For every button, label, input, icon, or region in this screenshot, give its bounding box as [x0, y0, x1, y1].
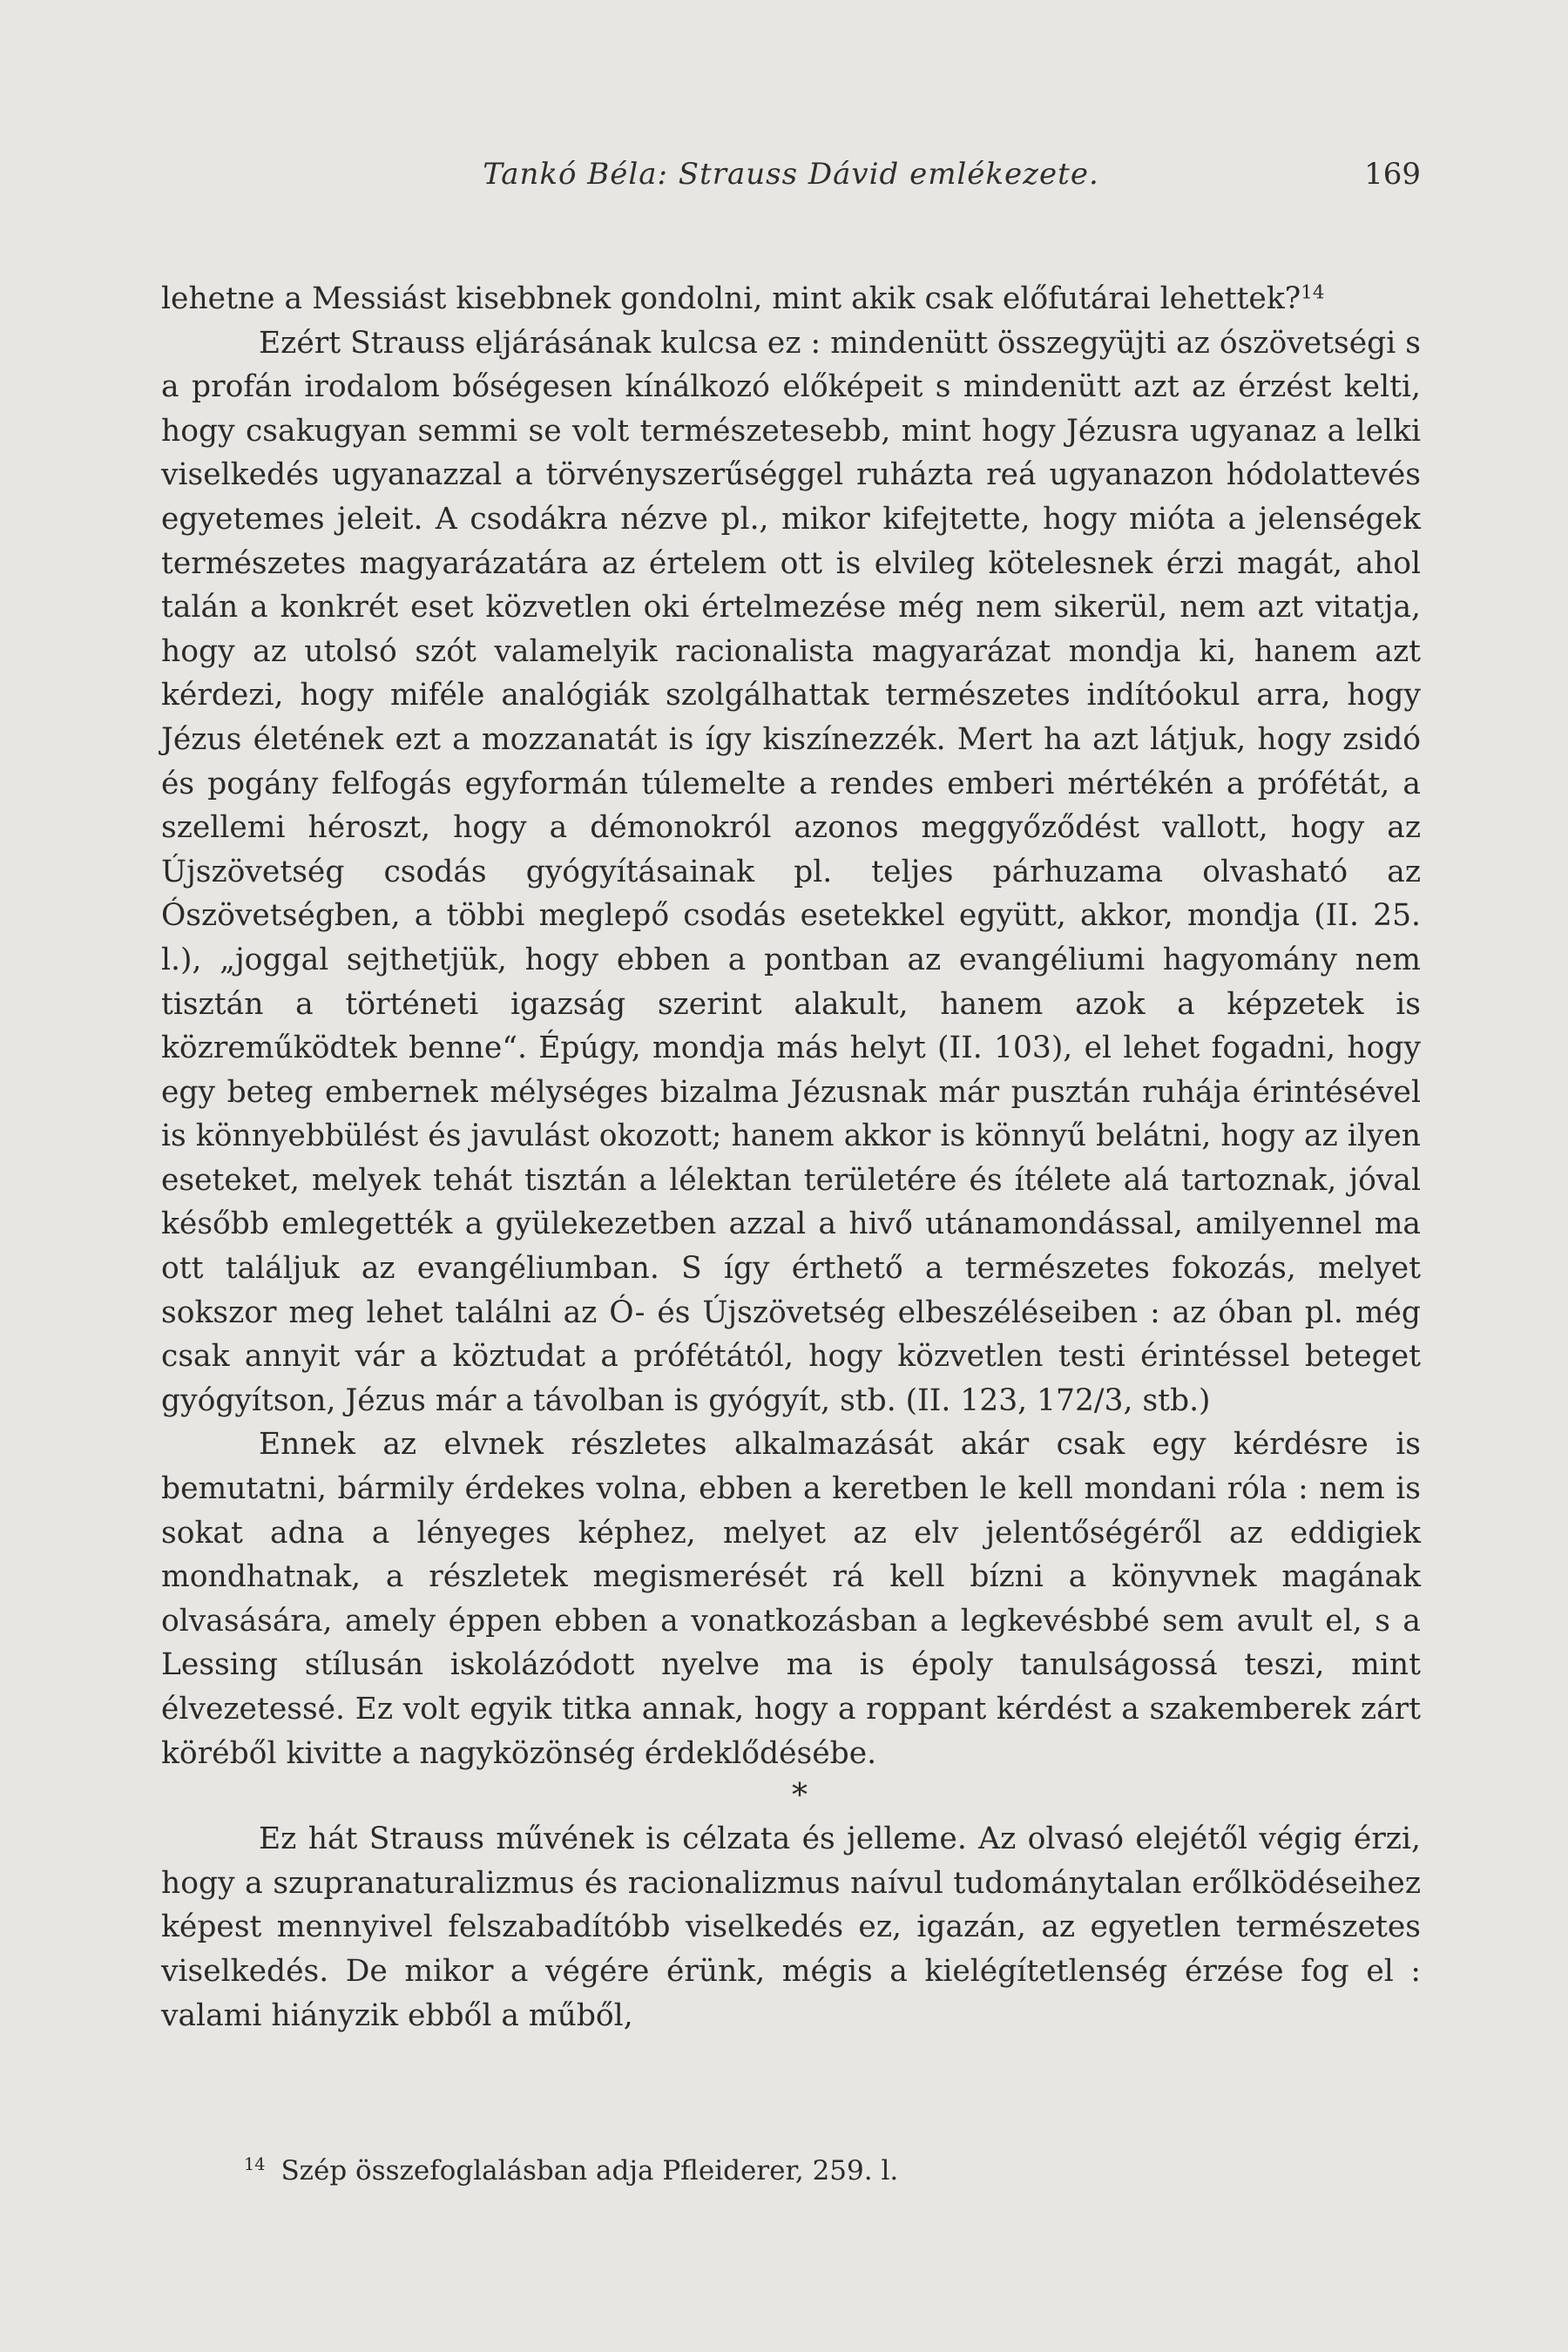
paragraph-text: lehetne a Messiást kisebbnek gondolni, mint akik csak előfutárai lehettek? — [161, 281, 1301, 316]
footnote — [161, 2153, 1421, 2188]
footnote-text: Szép összefoglalásban adja Pfleiderer, 259. l. — [280, 2155, 899, 2186]
paragraph — [161, 277, 1421, 321]
paragraph: Ennek az elvnek részletes alkalmazását akár csak egy kérdésre is bemutatni, bármily érdekes volna, ebben a keretben le kell mondani róla : nem is sokat adna a lényeges képhez, melyet az elv jelentőségéről az eddigiek mondhatnak, a részletek megismerését rá kell bízni a könyvnek magának olvasására, amely éppen ebben a vonatkozásban a legkevésbbé sem avult el, s a Lessing stílusán iskolázódott nyelve ma is époly tanulságossá teszi, mint élvezetessé. Ez volt egyik titka annak, hogy a roppant kérdést a szakemberek zárt köréből kivitte a nagyközönség érdeklődésébe. — [161, 1427, 1421, 1771]
paragraph: Ezért Strauss eljárásának kulcsa ez : mindenütt összegyüjti az ószövetségi s a profán irodalom bőségesen kínálkozó előképeit s mindenütt azt az érzést kelti, hogy csakugyan semmi se volt természetesebb, mint hogy Jézusra ugyanaz a lelki viselkedés ugyanazzal a törvényszerűséggel ruházta reá ugyanazon hódolattevés egyetemes jeleit. A csodákra nézve pl., mikor kifejtette, hogy mióta a jelenségek természetes magyarázatára az értelem ott is elvileg kötelesnek érzi magát, ahol talán a konkrét eset közvetlen oki értelmezése még nem sikerül, nem azt vitatja, hogy az utolsó szót valamelyik racionalista magyarázat mondja ki, hanem azt kérdezi, hogy miféle analógiák szolgálhattak természetes indítóokul arra, hogy Jézus életének ezt a mozzanatát is így kiszínezzék. Mert ha azt látjuk, hogy zsidó és pogány felfogás egyformán túlemelte a rendes emberi mértékén a prófétát, a szellemi héroszt, hogy a démonokról azonos meggyőződést vallott, hogy az Újszövetség csodás gyógyításainak pl. teljes párhuzama olvasható az Ószövetségben, a többi meglepő csodás esetekkel együtt, akkor, mondja (II. 25. l.), „joggal sejthetjük, hogy ebben a pontban az evangéliumi hagyomány nem tisztán a történeti igazság szerint alakult, hanem azok a képzetek is közreműködtek benne“. Épúgy, mondja más helyt (II. 103), el lehet fogadni, hogy egy beteg embernek mélységes bizalma Jézusnak már pusztán ruhája érintésével is könnyebbülést és javulást okozott; hanem akkor is könnyű belátni, hogy az ilyen eseteket, melyek tehát tisztán a lélektan területére és ítélete alá tartoznak, jóval később emlegették a gyülekezetben azzal a hivő utánamondással, amilyennel ma ott találjuk az evangéliumban. S így érthető a természetes fokozás, melyet sokszor meg lehet találni az Ó- és Újszövetség elbeszéléseiben : az óban pl. még csak annyit vár a köztudat a prófétától, hogy közvetlen testi érintéssel beteget gyógyítson, Jézus már a távolban is gyógyít, stb. (II. 123, 172/3, stb.) — [161, 325, 1421, 1418]
footnote-ref: 14 — [1301, 281, 1325, 304]
main-text — [161, 277, 1421, 2038]
running-title: Tankó Béla: Strauss Dávid emlékezete. — [483, 157, 1099, 192]
paragraph: Ez hát Strauss művének is célzata és jelleme. Az olvasó elejétől végig érzi, hogy a szupranaturalizmus és racionalizmus naívul tudománytalan erőlködéseihez képest mennyivel felszabadítóbb viselkedés ez, igazán, az egyetlen természetes viselkedés. De mikor a végére érünk, mégis a kielégítetlenség érzése fog el : valami hiányzik ebből a műből, — [161, 1821, 1421, 2033]
section-separator: * — [792, 1778, 808, 1815]
footnote-mark: 14 — [244, 2154, 266, 2175]
page-number: 169 — [1364, 157, 1421, 192]
page-header — [161, 157, 1421, 209]
